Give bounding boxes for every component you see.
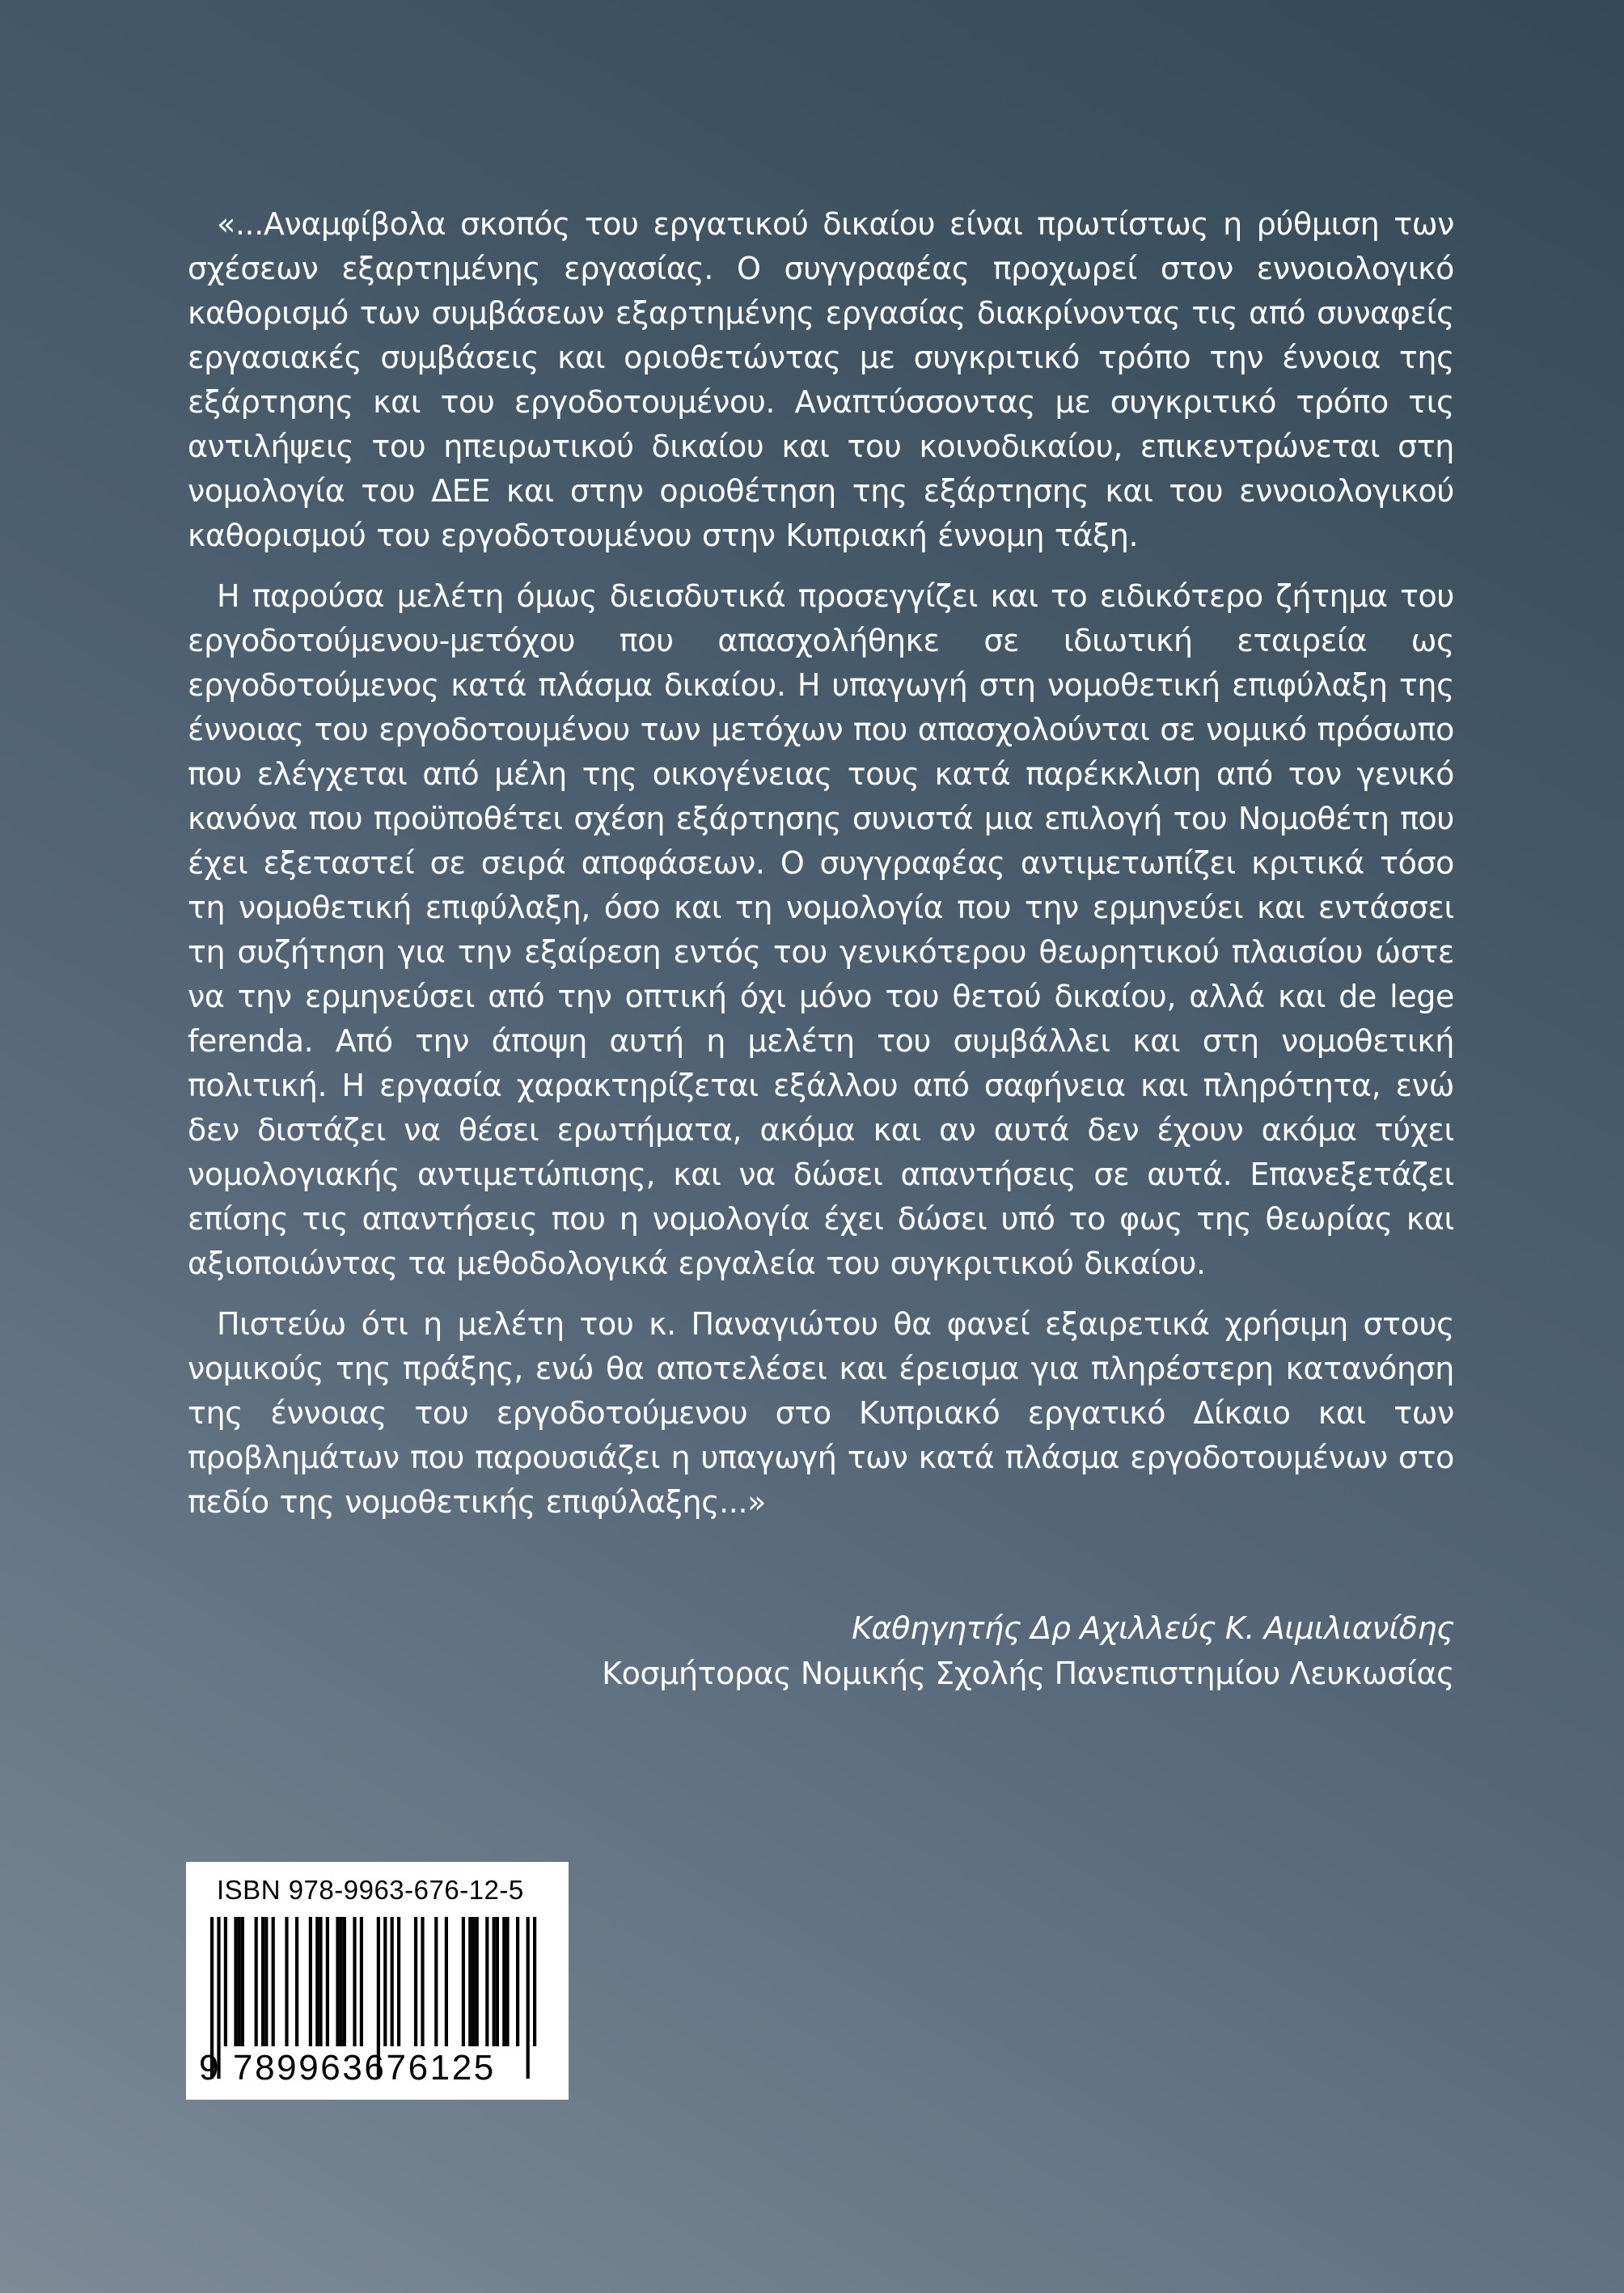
barcode-bar bbox=[285, 1917, 288, 2046]
barcode-bar bbox=[326, 1917, 329, 2046]
barcode-first-digit: 9 bbox=[199, 2048, 219, 2088]
barcode-bar bbox=[445, 1917, 448, 2046]
barcode-bar bbox=[241, 1917, 244, 2046]
barcode-bar bbox=[336, 1917, 339, 2046]
isbn-text: ISBN 978-9963-676-12-5 bbox=[217, 1875, 524, 1905]
barcode-bar bbox=[234, 1917, 237, 2046]
barcode-bar bbox=[505, 1917, 509, 2046]
quote-paragraph-3: Πιστεύω ότι η μελέτη του κ. Παναγιώτου θα φανεί εξαιρετικά χρήσιμη στους νομικούς της πράξης, ενώ θα αποτελέσει και έρεισμα για πληρέστερη κατανόηση της έννοιας του εργοδοτούμενου στο Κυπριακό εργατικό Δίκαιο και των προβλημάτων που παρουσιάζει η υπαγωγή των κατά πλάσμα εργοδοτουμένων στο πεδίο της νομοθετικής επιφύλαξης...» bbox=[188, 1306, 1454, 1520]
barcode-bar bbox=[261, 1917, 264, 2046]
barcode-bar bbox=[319, 1917, 322, 2046]
barcode-bar bbox=[527, 1917, 530, 2079]
barcode-bar bbox=[397, 1917, 400, 2046]
quote-paragraph-1: «...Αναμφίβολα σκοπός του εργατικού δικαίου είναι πρωτίστως η ρύθμιση των σχέσεων εξαρτημένης εργασίας. Ο συγγραφέας προχωρεί στον εννοιολογικό καθορισμό των συμβάσεων εξαρτημένης εργασίας διακρίνοντας τις από συναφείς εργασιακές συμβάσεις και οριοθετώντας με συγκριτικό τρόπο την έννοια της εξάρτησης και του εργοδοτουμένου. Αναπτύσσοντας με συγκριτικό τρόπο τις αντιλήψεις του ηπειρωτικού δικαίου και του κοινοδικαίου, επικεντρώνεται στη νομολογία του ΔΕΕ και στην οριοθέτηση της εξάρτησης και του εννοιολογικού καθορισμού του εργοδοτουμένου στην Κυπριακή έννομη τάξη. bbox=[188, 206, 1454, 553]
signature-title: Κοσμήτορας Νομικής Σχολής Πανεπιστημίου Λευκωσίας bbox=[602, 1656, 1454, 1691]
barcode-digit-string: 789963676125 bbox=[233, 2048, 496, 2088]
back-cover-text bbox=[188, 202, 1454, 1541]
barcode-bar bbox=[414, 1917, 417, 2046]
barcode-bar bbox=[472, 1917, 475, 2046]
barcode-bar bbox=[485, 1917, 488, 2046]
barcode-bar bbox=[238, 1917, 241, 2046]
barcode-bar bbox=[353, 1917, 356, 2046]
barcode-bar bbox=[462, 1917, 465, 2046]
barcode-bar bbox=[391, 1917, 394, 2046]
signature-block bbox=[602, 1606, 1454, 1696]
barcode-bar bbox=[383, 1917, 387, 2046]
barcode-bar bbox=[533, 1917, 536, 2046]
barcode-bar bbox=[496, 1917, 499, 2046]
barcode-bar bbox=[516, 1917, 519, 2046]
barcode-bar bbox=[224, 1917, 227, 2046]
barcode-bar bbox=[255, 1917, 258, 2046]
barcode-bar bbox=[295, 1917, 298, 2046]
barcode-bar bbox=[272, 1917, 275, 2046]
barcode-bar bbox=[493, 1917, 496, 2046]
barcode-bar bbox=[315, 1917, 319, 2046]
barcode-bar bbox=[343, 1917, 346, 2046]
barcode-bar bbox=[476, 1917, 479, 2046]
signature-name: Καθηγητής Δρ Αχιλλεύς Κ. Αιμιλιανίδης bbox=[852, 1610, 1454, 1646]
barcode-bar bbox=[340, 1917, 343, 2046]
barcode-bar bbox=[360, 1917, 363, 2046]
barcode-bar bbox=[468, 1917, 472, 2046]
barcode-bar bbox=[421, 1917, 424, 2046]
quote-paragraph-2: Η παρούσα μελέτη όμως διεισδυτικά προσεγγίζει και το ειδικότερο ζήτημα του εργοδοτούμενου-μετόχου που απασχολήθηκε σε ιδιωτική εταιρεία ως εργοδοτούμενος κατά πλάσμα δικαίου. Η υπαγωγή στη νομοθετική επιφύλαξη της έννοιας του εργοδοτουμένου των μετόχων που απασχολούνται σε νομικό πρόσωπο που ελέγχεται από μέλη της οικογένειας τους κατά παρέκκλιση από τον γενικό κανόνα που προϋποθέτει σχέση εξάρτησης συνιστά μια επιλογή του Νομοθέτη που έχει εξεταστεί σε σειρά αποφάσεων. Ο συγγραφέας αντιμετωπίζει κριτικά τόσο τη νομοθετική επιφύλαξη, όσο και τη νομολογία που την ερμηνεύει και εντάσσει τη συζήτηση για την εξαίρεση εντός του γενικότερου θεωρητικού πλαισίου ώστε να την ερμηνεύσει από την οπτική όχι μόνο του θετού δικαίου, αλλά και de lege ferenda. Από την άποψη αυτή η μελέτη του συμβάλλει και στη νομοθετική πολιτική. Η εργασία χαρακτηρίζεται εξάλλου από σαφήνεια και πληρότητα, ενώ δεν διστάζει να θέσει ερωτήματα, ακόμα και αν αυτά δεν έχουν ακόμα τύχει νομολογιακής αντιμετώπισης, και να δώσει απαντήσεις σε αυτά. Επανεξετάζει επίσης τις απαντήσεις που η νομολογία έχει δώσει υπό το φως της θεωρίας και αξιοποιώντας τα μεθοδολογικά εργαλεία του συγκριτικού δικαίου. bbox=[188, 578, 1454, 1281]
barcode-bar bbox=[502, 1917, 505, 2046]
barcode-bar bbox=[264, 1917, 268, 2046]
barcode-bar bbox=[434, 1917, 438, 2046]
barcode-bar bbox=[309, 1917, 312, 2046]
barcode-label bbox=[186, 1862, 569, 2100]
